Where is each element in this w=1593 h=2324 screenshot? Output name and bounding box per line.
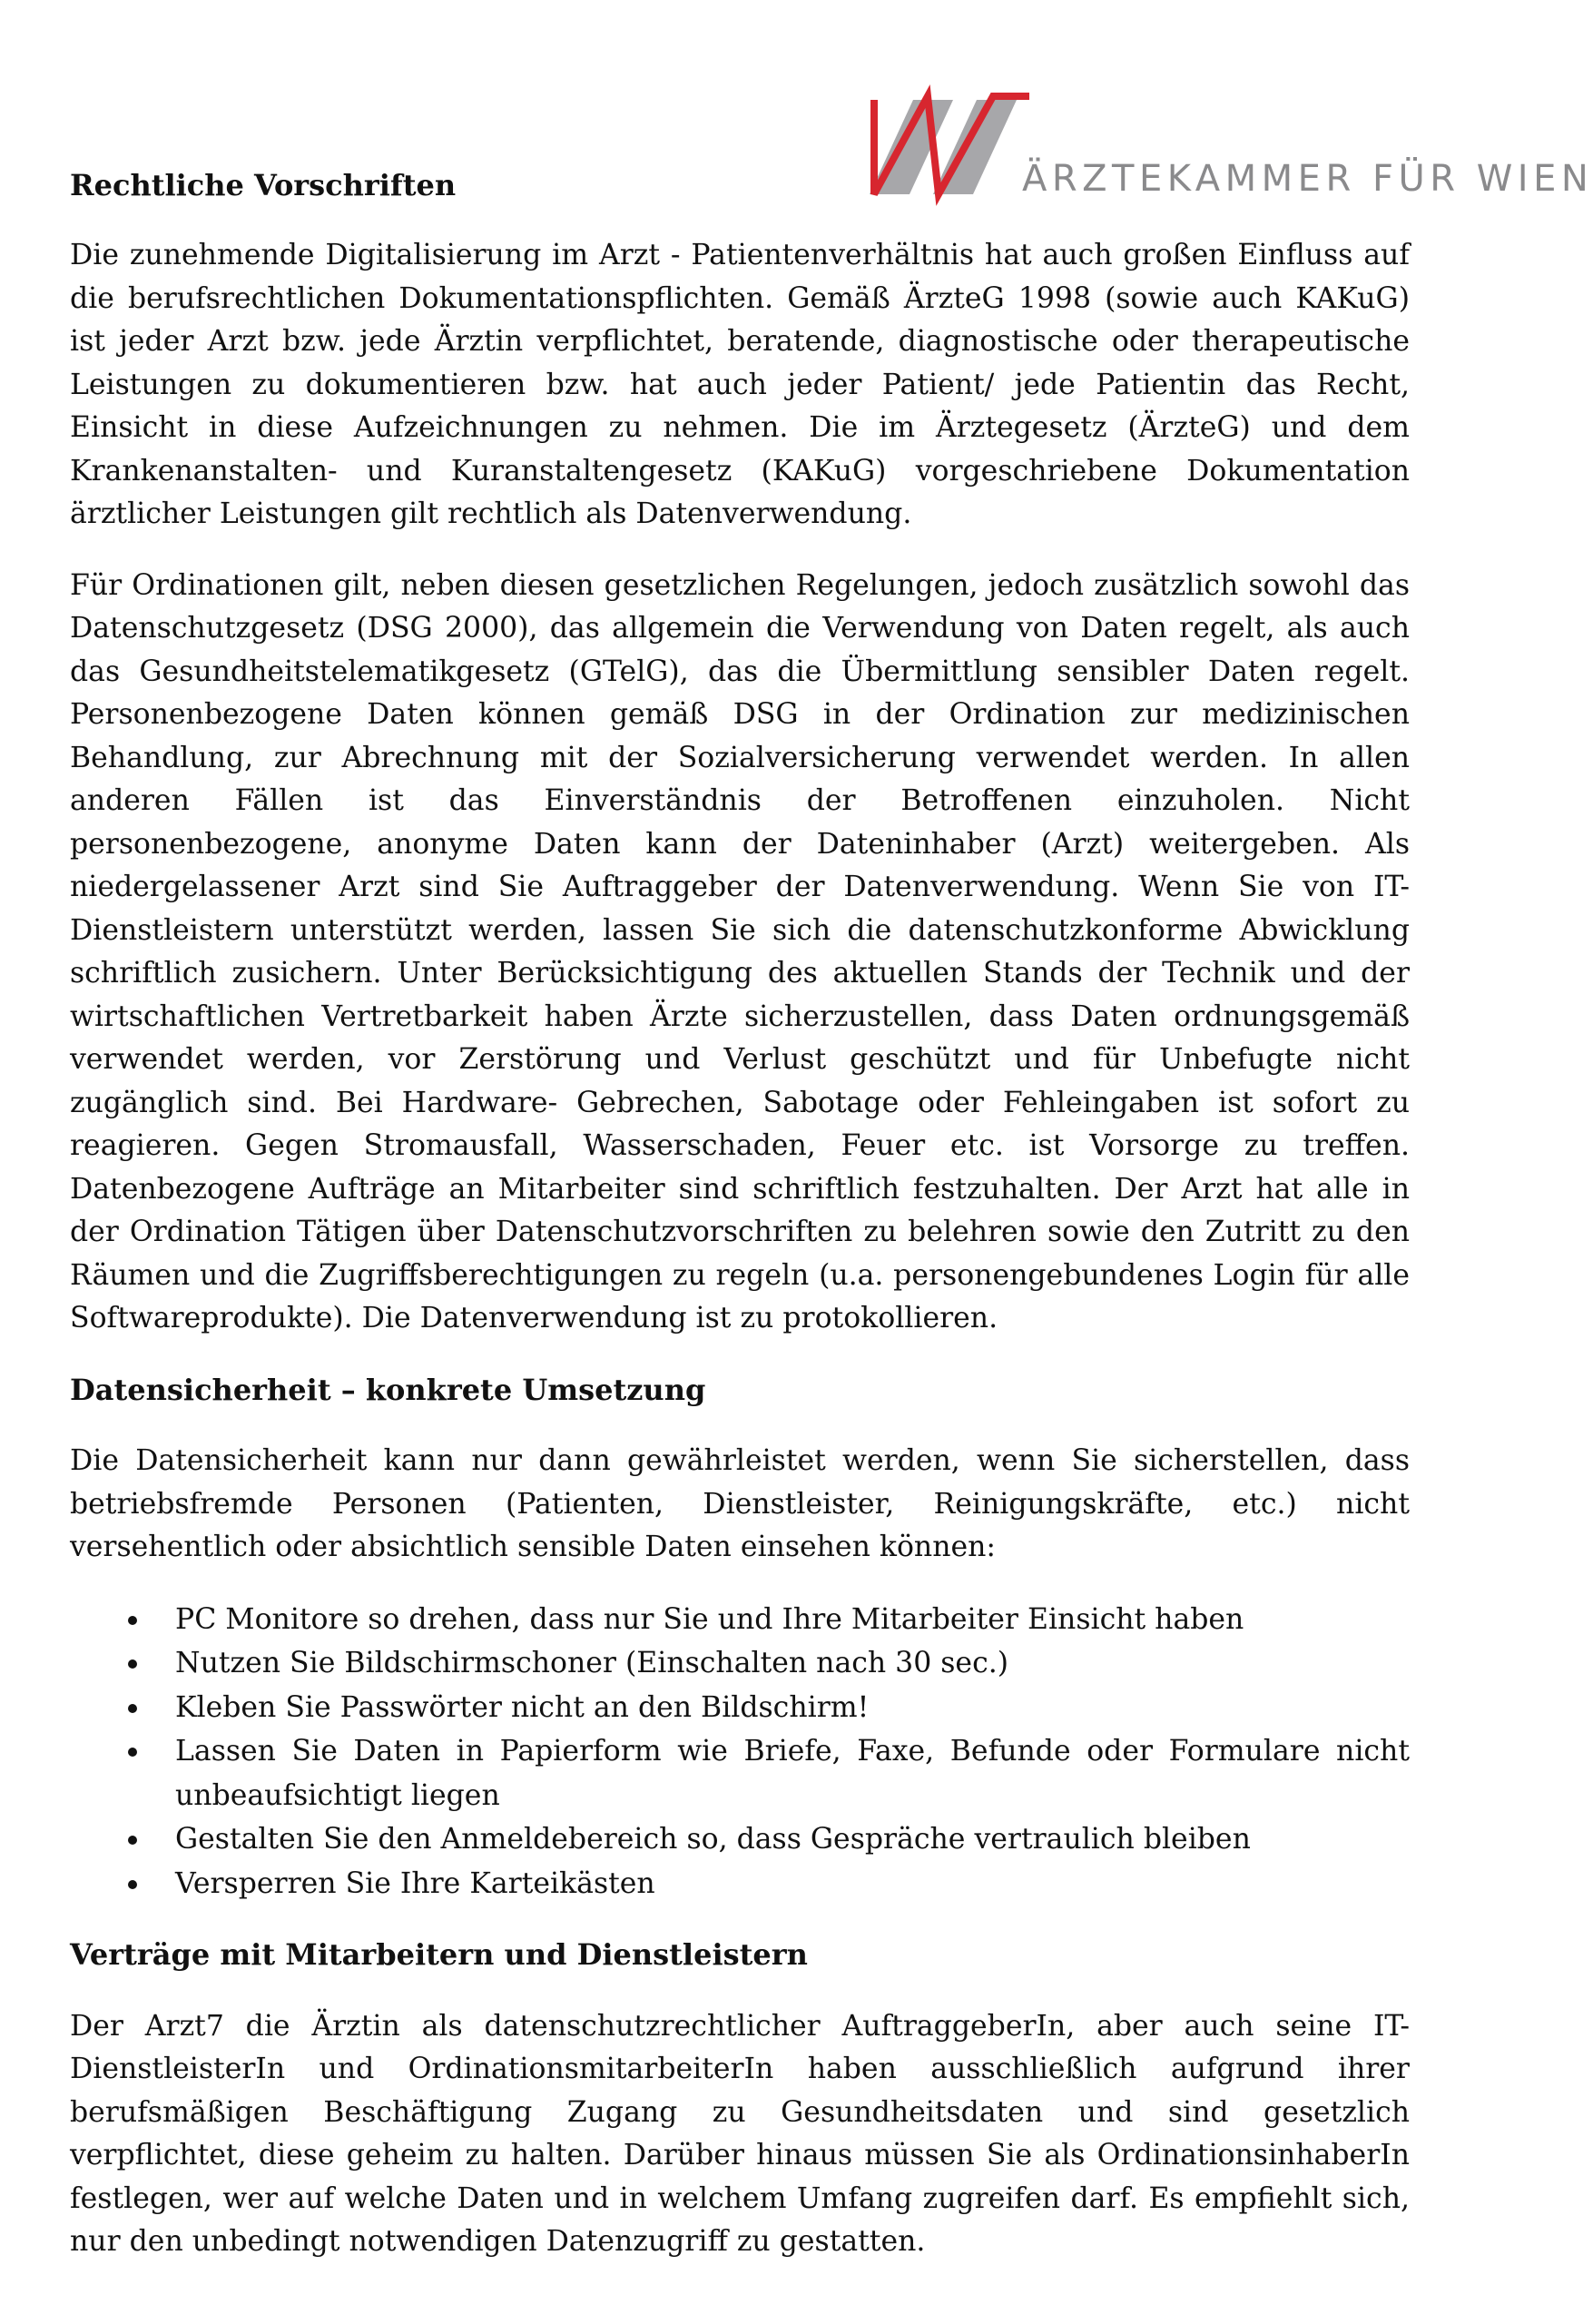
list-item xyxy=(70,1641,1410,1686)
bullet-icon xyxy=(128,1836,137,1845)
bullet-icon xyxy=(128,1704,137,1713)
list-item-text: Kleben Sie Passwörter nicht an den Bildschirm! xyxy=(175,1690,870,1724)
logo-mark xyxy=(870,91,1024,200)
list-item-text: Lassen Sie Daten in Papierform wie Briefe, Faxe, Befunde oder Formulare nicht unbeaufsichtigt liegen xyxy=(175,1735,1410,1812)
list-item-text: Versperren Sie Ihre Karteikästen xyxy=(175,1866,655,1900)
bullet-icon xyxy=(128,1659,137,1669)
heading-datensicherheit: Datensicherheit – konkrete Umsetzung xyxy=(70,1372,706,1407)
paragraph-datensicherheit: Die Datensicherheit kann nur dann gewährleistet werden, wenn Sie sicherstellen, dass betriebsfremde Personen (Patienten, Dienstleister, Reinigungskräfte, etc.) nicht versehentlich oder absichtlich sensible Daten einsehen können: xyxy=(70,1444,1410,1563)
list-item-text: Gestalten Sie den Anmeldebereich so, dass Gespräche vertraulich bleiben xyxy=(175,1823,1251,1856)
paragraph-vertraege: Der Arzt7 die Ärztin als datenschutzrechtlicher AuftraggeberIn, aber auch seine IT-DienstleisterIn und OrdinationsmitarbeiterIn haben ausschließlich aufgrund ihrer berufsmäßigen Beschäftigung Zugang zu Gesundheitsdaten und sind gesetzlich verpflichtet, diese geheim zu halten. Darüber hinaus müssen Sie als OrdinationsinhaberIn festlegen, wer auf welche Daten und in welchem Umfang zugreifen darf. Es empfiehlt sich, nur den unbedingt notwendigen Datenzugriff zu gestatten. xyxy=(70,2009,1410,2258)
document-body xyxy=(70,234,1410,2292)
list-item xyxy=(70,1862,1410,1906)
paragraph-ordinationen: Für Ordinationen gilt, neben diesen gesetzlichen Regelungen, jedoch zusätzlich sowohl das Datenschutzgesetz (DSG 2000), das allgemein die Verwendung von Daten regelt, als auch das Gesundheitstelematikgesetz (GTelG), das die Übermittlung sensibler Daten regelt. Personenbezogene Daten können gemäß DSG in der Ordination zur medizinischen Behandlung, zur Abrechnung mit der Sozialversicherung verwendet werden. In allen anderen Fällen ist das Einverständnis der Betroffenen einzuholen. Nicht personenbezogene, anonyme Daten kann der Dateninhaber (Arzt) weitergeben. Als niedergelassener Arzt sind Sie Auftraggeber der Datenverwendung. Wenn Sie von IT-Dienstleistern unterstützt werden, lassen Sie sich die datenschutzkonforme Abwicklung schriftlich zusichern. Unter Berücksichtigung des aktuellen Stands der Technik und der wirtschaftlichen Vertretbarkeit haben Ärzte sicherzustellen, dass Daten ordnungsgemäß verwendet werden, vor Zerstörung und Verlust geschützt und für Unbefugte nicht zugänglich sind. Bei Hardware- Gebrechen, Sabotage oder Fehleingaben ist sofort zu reagieren. Gegen Stromausfall, Wasserschaden, Feuer etc. ist Vorsorge zu treffen. Datenbezogene Aufträge an Mitarbeiter sind schriftlich festzuhalten. Der Arzt hat alle in der Ordination Tätigen über Datenschutzvorschriften zu belehren sowie den Zutritt zu den Räumen und die Zugriffsberechtigungen zu regeln (u.a. personengebundenes Login für alle Softwareprodukte). Die Datenverwendung ist zu protokollieren. xyxy=(70,568,1410,1334)
page-title: Rechtliche Vorschriften xyxy=(70,168,457,202)
list-item xyxy=(70,1686,1410,1730)
bullet-list xyxy=(70,1598,1410,1906)
list-item xyxy=(70,1598,1410,1642)
list-item-text: PC Monitore so drehen, dass nur Sie und Ihre Mitarbeiter Einsicht haben xyxy=(175,1602,1244,1636)
paragraph-intro: Die zunehmende Digitalisierung im Arzt - Patientenverhältnis hat auch großen Einfluss auf die berufsrechtlichen Dokumentationspflichten. Gemäß ÄrzteG 1998 (sowie auch KAKuG) ist jeder Arzt bzw. jede Ärztin verpflichtet, beratende, diagnostische oder therapeutische Leistungen zu dokumentieren bzw. hat auch jeder Patient/ jede Patientin das Recht, Einsicht in diese Aufzeichnungen zu nehmen. Die im Ärztegesetz (ÄrzteG) und dem Krankenanstalten- und Kuranstaltengesetz (KAKuG) vorgeschriebene Dokumentation ärztlicher Leistungen gilt rechtlich als Datenverwendung. xyxy=(70,239,1410,530)
bullet-icon xyxy=(128,1880,137,1889)
list-item xyxy=(70,1817,1410,1862)
bullet-icon xyxy=(128,1748,137,1757)
logo-text: ÄRZTEKAMMER FÜR WIEN xyxy=(1022,158,1593,200)
list-item xyxy=(70,1729,1410,1817)
aerztekammer-logo xyxy=(870,91,1593,200)
bullet-icon xyxy=(128,1616,137,1625)
heading-vertraege: Verträge mit Mitarbeitern und Dienstleistern xyxy=(70,1937,808,1972)
list-item-text: Nutzen Sie Bildschirmschoner (Einschalten nach 30 sec.) xyxy=(175,1647,1009,1679)
